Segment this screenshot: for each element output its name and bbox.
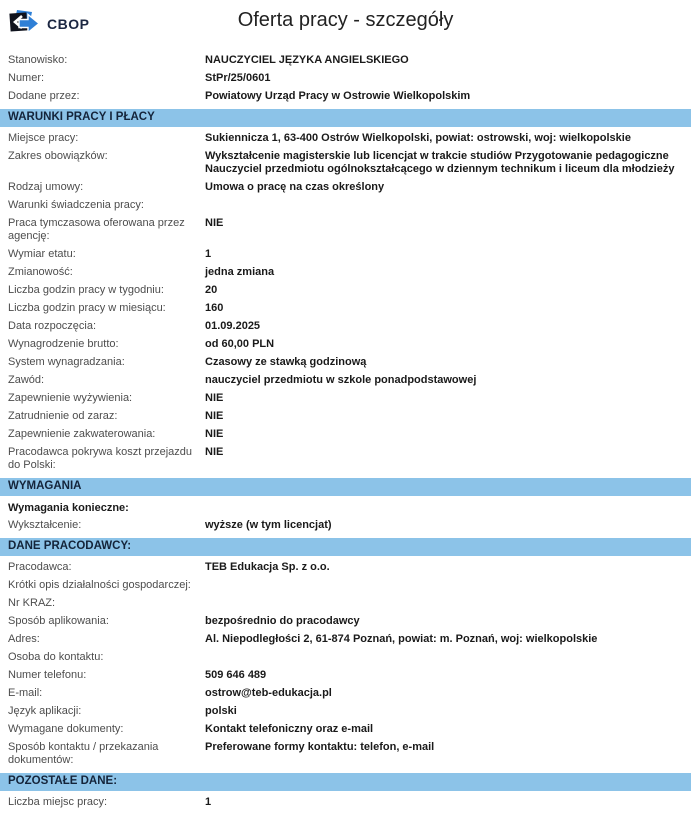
row-label: Liczba godzin pracy w tygodniu: [8,284,164,296]
detail-row [0,631,691,649]
row-label: Zapewnienie wyżywienia: [8,392,133,404]
detail-row [0,595,691,613]
row-label: Osoba do kontaktu: [8,651,104,663]
row-label: Numer: [8,72,45,84]
detail-row [0,613,691,631]
row-label: Zakres obowiązków: [8,150,108,162]
cbop-logo-icon [8,10,40,37]
detail-row [0,390,691,408]
row-value: NIE [205,410,224,422]
detail-row [0,685,691,703]
row-value: 1 [205,248,212,260]
row-label: Miejsce pracy: [8,132,79,144]
row-label: System wynagradzania: [8,356,125,368]
detail-row [0,246,691,264]
detail-row [0,559,691,577]
row-value: Kontakt telefoniczny oraz e-mail [205,723,374,735]
offer-details [0,52,691,812]
section-header-wymagania: WYMAGANIA [0,478,691,496]
detail-row [0,264,691,282]
row-label: Nr KRAZ: [8,597,56,609]
row-label: Dodane przez: [8,90,80,102]
row-label: Praca tymczasowa oferowana przez agencję: [8,217,185,242]
row-label: Sposób aplikowania: [8,615,109,627]
detail-row [0,444,691,475]
detail-row [0,517,691,535]
row-value: Wykształcenie magisterskie lub licencjat w trakcie studiów Przygotowanie pedagogiczne Nauczyciel przedmiotu ogólnokształcącego w dziennym technikum i liceum dla młodzieży [205,150,675,175]
section-header-dane-pracodawcy: DANE PRACODAWCY: [0,538,691,556]
row-label: Zawód: [8,374,45,386]
row-value: 01.09.2025 [205,320,261,332]
row-value: NIE [205,217,224,229]
detail-row [0,721,691,739]
detail-row [0,215,691,246]
subheading: Wymagania konieczne: [8,502,129,514]
detail-row [0,408,691,426]
row-label: Sposób kontaktu / przekazania dokumentów: [8,741,159,766]
detail-row [0,577,691,595]
row-label: Warunki świadczenia pracy: [8,199,144,211]
detail-row [0,197,691,215]
row-label: Krótki opis działalności gospodarczej: [8,579,191,591]
row-value: StPr/25/0601 [205,72,271,84]
detail-row [0,318,691,336]
detail-row [0,703,691,721]
detail-row [0,354,691,372]
row-value: Czasowy ze stawką godzinową [205,356,367,368]
row-value: TEB Edukacja Sp. z o.o. [205,561,330,573]
row-label: Rodzaj umowy: [8,181,84,193]
row-value: NIE [205,446,224,458]
detail-row [0,52,691,70]
row-label: E-mail: [8,687,43,699]
detail-row [0,179,691,197]
row-value: nauczyciel przedmiotu w szkole ponadpodstawowej [205,374,477,386]
detail-row [0,794,691,812]
row-value: Powiatowy Urząd Pracy w Ostrowie Wielkopolskim [205,90,471,102]
row-label: Wynagrodzenie brutto: [8,338,119,350]
row-label: Wymiar etatu: [8,248,76,260]
detail-row [0,426,691,444]
detail-row [0,300,691,318]
row-value: wyższe (w tym licencjat) [205,519,332,531]
row-value: 160 [205,302,224,314]
row-label: Liczba godzin pracy w miesiącu: [8,302,166,314]
detail-row [0,739,691,770]
detail-row [0,70,691,88]
row-value: 509 646 489 [205,669,267,681]
row-value: 20 [205,284,218,296]
row-label: Liczba miejsc pracy: [8,796,108,808]
row-label: Zapewnienie zakwaterowania: [8,428,156,440]
row-value: NIE [205,428,224,440]
row-value: polski [205,705,237,717]
detail-row [0,88,691,106]
detail-row [0,336,691,354]
row-label: Pracodawca: [8,561,72,573]
row-value: NAUCZYCIEL JĘZYKA ANGIELSKIEGO [205,54,409,66]
detail-row [0,148,691,179]
row-label: Zatrudnienie od zaraz: [8,410,118,422]
row-label: Data rozpoczęcia: [8,320,97,332]
row-value: Sukiennicza 1, 63-400 Ostrów Wielkopolski, powiat: ostrowski, woj: wielkopolskie [205,132,631,144]
row-value: Umowa o pracę na czas określony [205,181,385,193]
row-value: bezpośrednio do pracodawcy [205,615,360,627]
row-label: Język aplikacji: [8,705,82,717]
row-label: Adres: [8,633,40,645]
row-label: Numer telefonu: [8,669,87,681]
section-header-pozostałe-dane: POZOSTAŁE DANE: [0,773,691,791]
page-header [0,0,691,52]
detail-row [0,372,691,390]
cbop-logo-label: CBOP [47,15,90,32]
row-value: 1 [205,796,212,808]
row-value: ostrow@teb-edukacja.pl [205,687,332,699]
detail-row [0,649,691,667]
detail-row [0,667,691,685]
row-label: Stanowisko: [8,54,68,66]
row-label: Wymagane dokumenty: [8,723,124,735]
row-value: Al. Niepodległości 2, 61-874 Poznań, powiat: m. Poznań, woj: wielkopolskie [205,633,598,645]
row-value: jedna zmiana [205,266,275,278]
row-label: Zmianowość: [8,266,73,278]
row-value: Preferowane formy kontaktu: telefon, e-mail [205,741,435,753]
section-header-warunki-pracy-i-płacy: WARUNKI PRACY I PŁACY [0,109,691,127]
detail-row [0,130,691,148]
row-value: od 60,00 PLN [205,338,275,350]
cbop-logo [8,10,89,37]
row-value: NIE [205,392,224,404]
detail-row [0,282,691,300]
row-label: Wykształcenie: [8,519,82,531]
page-title: Oferta pracy - szczegóły [237,9,454,31]
row-label: Pracodawca pokrywa koszt przejazdu do Polski: [8,446,193,471]
